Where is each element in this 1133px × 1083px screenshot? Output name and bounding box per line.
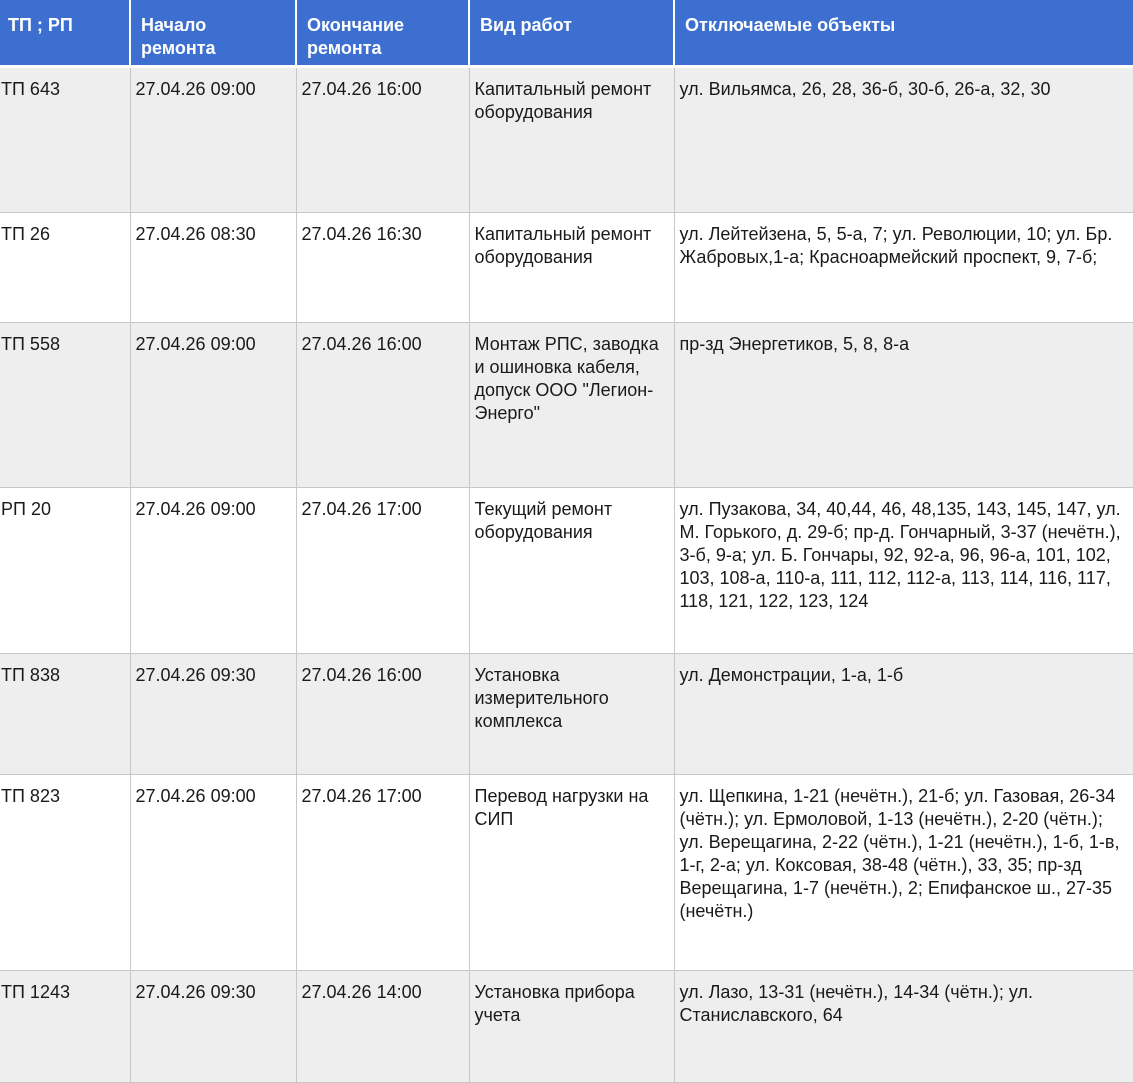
cell-objects: пр-зд Энергетиков, 5, 8, 8-а (674, 322, 1133, 487)
cell-station: ТП 823 (0, 774, 130, 970)
cell-station: ТП 558 (0, 322, 130, 487)
cell-work-type: Монтаж РПС, заводка и ошиновка кабеля, допуск ООО "Легион-Энерго" (469, 322, 674, 487)
cell-work-type: Капитальный ремонт оборудования (469, 66, 674, 212)
table-row (0, 322, 1133, 487)
cell-start: 27.04.26 08:30 (130, 212, 296, 322)
header-row (0, 0, 1133, 66)
cell-objects: ул. Щепкина, 1-21 (нечётн.), 21-б; ул. Газовая, 26-34 (чётн.); ул. Ермоловой, 1-13 (нечётн.), 2-20 (чётн.); ул. Верещагина, 2-22 (чётн.), 1-21 (нечётн.), 1-б, 1-в, 1-г, 2-а; ул. Коксовая, 38-48 (чётн.), 33, 35; пр-зд Верещагина, 1-7 (нечётн.), 2; Епифанское ш., 27-35 (нечётн.) (674, 774, 1133, 970)
cell-objects: ул. Лазо, 13-31 (нечётн.), 14-34 (чётн.); ул. Станиславского, 64 (674, 970, 1133, 1082)
table-row (0, 970, 1133, 1082)
cell-station: ТП 26 (0, 212, 130, 322)
cell-start: 27.04.26 09:30 (130, 653, 296, 774)
cell-station: ТП 838 (0, 653, 130, 774)
cell-end: 27.04.26 14:00 (296, 970, 469, 1082)
cell-start: 27.04.26 09:00 (130, 66, 296, 212)
cell-work-type: Текущий ремонт оборудования (469, 487, 674, 653)
cell-end: 27.04.26 17:00 (296, 487, 469, 653)
table-header (0, 0, 1133, 66)
table-row (0, 487, 1133, 653)
table-row (0, 66, 1133, 212)
cell-objects: ул. Пузакова, 34, 40,44, 46, 48,135, 143, 145, 147, ул. М. Горького, д. 29-б; пр-д. Гончарный, 3-37 (нечётн.), 3-б, 9-а; ул. Б. Гончары, 92, 92-а, 96, 96-а, 101, 102, 103, 108-а, 110-а, 111, 112, 112-а, 113, 114, 116, 117, 118, 121, 122, 123, 124 (674, 487, 1133, 653)
cell-station: РП 20 (0, 487, 130, 653)
cell-work-type: Капитальный ремонт оборудования (469, 212, 674, 322)
cell-start: 27.04.26 09:30 (130, 970, 296, 1082)
header-objects: Отключаемые объекты (674, 0, 1133, 66)
table-body (0, 66, 1133, 1082)
header-station: ТП ; РП (0, 0, 130, 66)
cell-end: 27.04.26 16:00 (296, 66, 469, 212)
cell-start: 27.04.26 09:00 (130, 487, 296, 653)
header-start: Начало ремонта (130, 0, 296, 66)
table-row (0, 212, 1133, 322)
table-row (0, 653, 1133, 774)
cell-objects: ул. Лейтейзена, 5, 5-а, 7; ул. Революции, 10; ул. Бр. Жабровых,1-а; Красноармейский проспект, 9, 7-б; (674, 212, 1133, 322)
cell-work-type: Перевод нагрузки на СИП (469, 774, 674, 970)
cell-objects: ул. Вильямса, 26, 28, 36-б, 30-б, 26-а, 32, 30 (674, 66, 1133, 212)
cell-end: 27.04.26 16:30 (296, 212, 469, 322)
cell-end: 27.04.26 16:00 (296, 322, 469, 487)
cell-station: ТП 1243 (0, 970, 130, 1082)
cell-start: 27.04.26 09:00 (130, 322, 296, 487)
table-row (0, 774, 1133, 970)
cell-work-type: Установка прибора учета (469, 970, 674, 1082)
cell-station: ТП 643 (0, 66, 130, 212)
cell-end: 27.04.26 17:00 (296, 774, 469, 970)
header-end: Окончание ремонта (296, 0, 469, 66)
header-work-type: Вид работ (469, 0, 674, 66)
cell-work-type: Установка измерительного комплекса (469, 653, 674, 774)
cell-end: 27.04.26 16:00 (296, 653, 469, 774)
cell-objects: ул. Демонстрации, 1-а, 1-б (674, 653, 1133, 774)
cell-start: 27.04.26 09:00 (130, 774, 296, 970)
